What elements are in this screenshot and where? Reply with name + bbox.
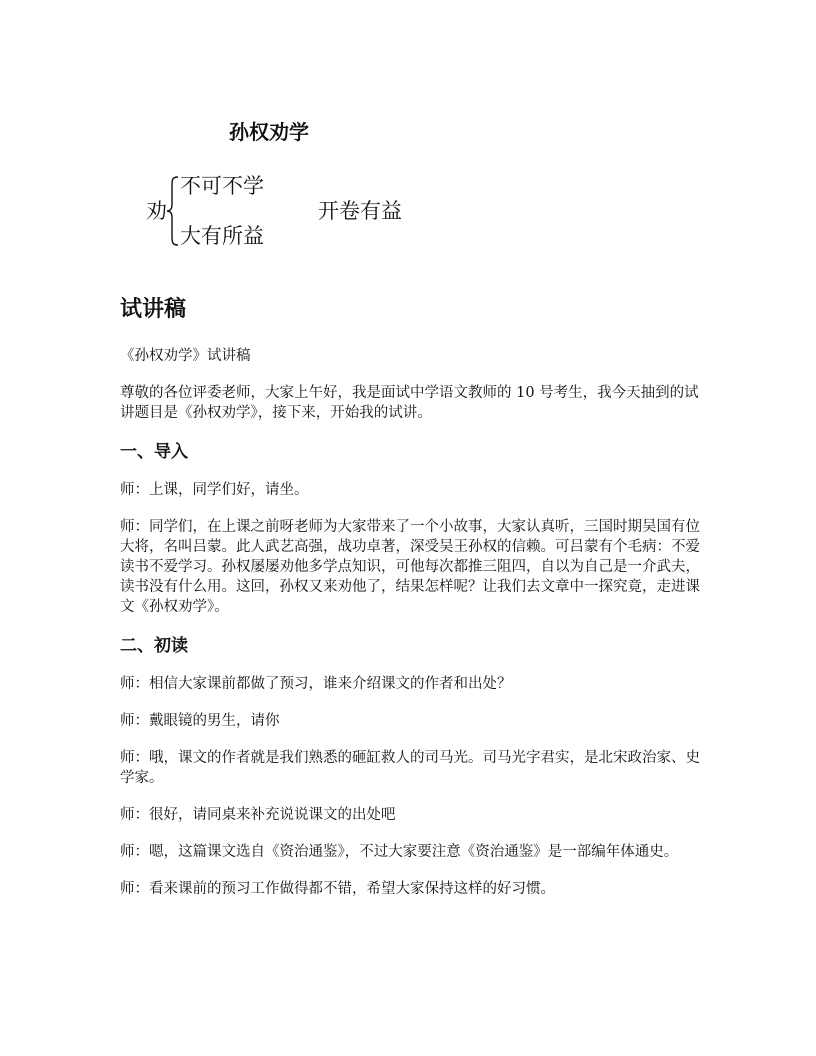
board-title: 孙权劝学	[229, 120, 309, 144]
brace-icon	[166, 176, 180, 246]
board-bottom-phrase: 大有所益	[180, 224, 264, 248]
paragraph: 尊敬的各位评委老师，大家上午好，我是面试中学语文教师的 10 号考生，我今天抽到的试讲题目是《孙权劝学》，接下来，开始我的试讲。	[120, 385, 699, 421]
section-heading: 二、初读	[120, 636, 188, 656]
paragraph: 师：上课，同学们好，请坐。	[120, 482, 309, 498]
paragraph: 师：同学们，在上课之前呀老师为大家带来了一个小故事，大家认真听，三国时期吴国有位大将，名叫吕蒙。此人武艺高强，战功卓著，深受吴王孙权的信赖。可吕蒙有个毛病：不爱读书不爱学习。孙权屡屡劝他多学点知识，可他每次都推三阻四，自以为自己是一介武夫，读书没有什么用。这回，孙权又来劝他了，结果怎样呢？让我们去文章中一探究竟，走进课文《孙权劝学》。	[120, 519, 700, 615]
board-left-word: 劝	[146, 199, 167, 223]
board-top-phrase: 不可不学	[180, 174, 264, 198]
paragraph: 师：看来课前的预习工作做得都不错，希望大家保持这样的好习惯。	[120, 881, 555, 897]
paragraph: 师：嗯，这篇课文选自《资治通鉴》，不过大家要注意《资治通鉴》是一部编年体通史。	[120, 844, 679, 860]
paragraph: 师：哦，课文的作者就是我们熟悉的砸缸救人的司马光。司马光字君实，是北宋政治家、史学家。	[120, 750, 700, 786]
section-heading: 一、导入	[120, 442, 188, 462]
script-body	[120, 346, 700, 899]
board-right-phrase: 开卷有益	[318, 199, 402, 223]
paragraph: 师：很好，请同桌来补充说说课文的出处吧	[120, 807, 396, 823]
paragraph: 《孙权劝学》试讲稿	[120, 348, 251, 364]
script-section	[120, 294, 700, 916]
paragraph: 师：戴眼镜的男生，请你	[120, 713, 280, 729]
paragraph: 师：相信大家课前都做了预习，谁来介绍课文的作者和出处？	[120, 676, 512, 692]
script-heading: 试讲稿	[120, 297, 187, 322]
